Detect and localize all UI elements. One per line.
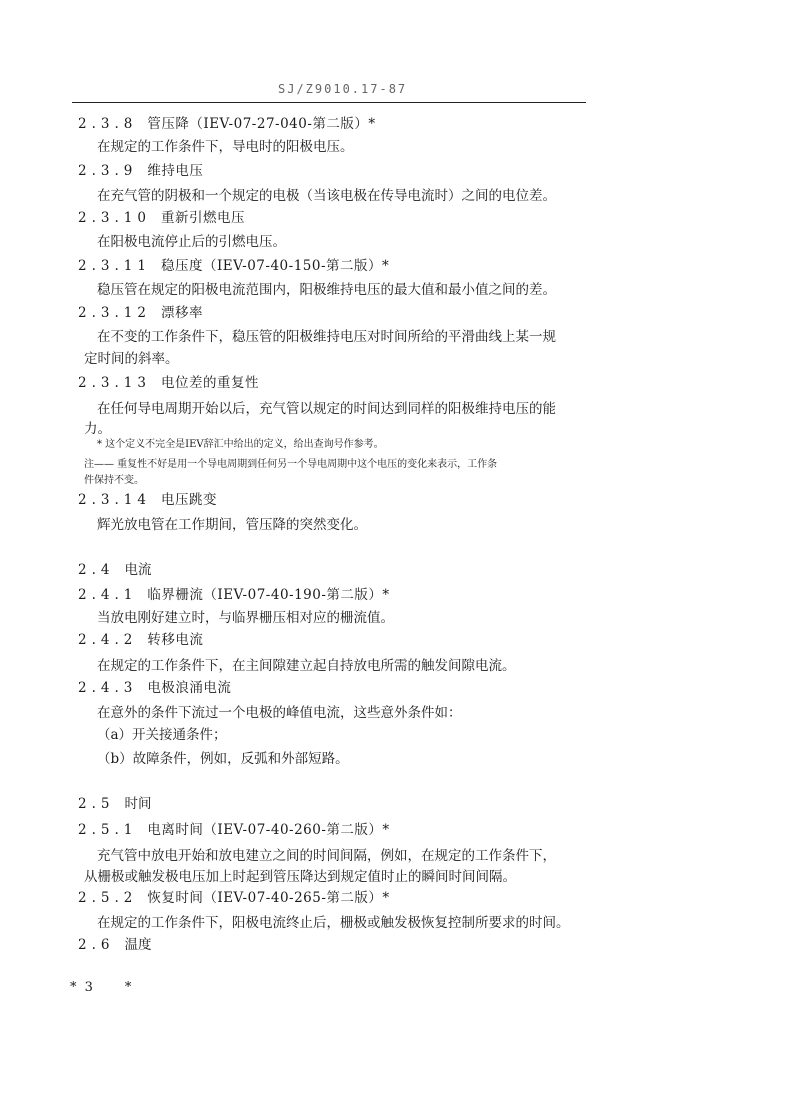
term-number: 2.5.1: [78, 822, 138, 838]
term-definition: 当放电刚好建立时，与临界栅压相对应的栅流值。: [97, 610, 394, 626]
term-title: 恢复时间（IEV-07-40-265-第二版）*: [147, 890, 390, 906]
term-heading: [78, 632, 203, 648]
section-number: 2.6: [78, 937, 115, 953]
section-title: 电流: [124, 562, 152, 578]
header-rule: [72, 102, 586, 103]
term-number: 2.3.12: [78, 305, 151, 321]
term-definition-continued: 从栅极或触发极电压加上时起到管压降达到规定值时止的瞬间时间间隔。: [84, 869, 516, 885]
section-title: 温度: [124, 937, 152, 953]
term-number: 2.3.14: [78, 492, 151, 508]
term-heading: [78, 258, 389, 274]
term-definition: 充气管中放电开始和放电建立之间的时间间隔，例如，在规定的工作条件下，: [97, 848, 556, 864]
term-title: 维持电压: [147, 163, 204, 179]
term-definition: 在规定的工作条件下，导电时的阳极电压。: [97, 139, 354, 155]
page-footer: [70, 980, 133, 996]
term-heading: [78, 890, 390, 906]
note-line: 件保持不变。: [84, 475, 144, 486]
term-title: 转移电流: [147, 632, 204, 648]
term-definition-continued: 定时间的斜率。: [84, 351, 179, 367]
document-code: SJ/Z9010.17-87: [278, 82, 408, 96]
section-heading: [78, 562, 151, 578]
term-title: 重新引燃电压: [160, 210, 245, 226]
term-title: 临界栅流（IEV-07-40-190-第二版）*: [147, 587, 390, 603]
section-heading: [78, 796, 151, 812]
term-heading: [78, 375, 259, 391]
footnote: * 这个定义不完全是IEV辞汇中给出的定义，给出查询号作参考。: [97, 439, 384, 450]
term-title: 漂移率: [160, 305, 203, 321]
term-heading: [78, 210, 245, 226]
term-title: 电极浪涌电流: [147, 680, 232, 696]
list-item-b: （b）故障条件，例如，反弧和外部短路。: [97, 751, 349, 767]
term-number: 2.3.9: [78, 163, 138, 179]
list-item-a: （a）开关接通条件；: [97, 727, 227, 743]
term-title: 电压跳变: [160, 492, 217, 508]
term-number: 2.4.3: [78, 680, 138, 696]
term-heading: [78, 680, 231, 696]
term-definition: 辉光放电管在工作期间，管压降的突然变化。: [97, 517, 367, 533]
term-definition: 在任何导电周期开始以后，充气管以规定的时间达到同样的阳极维持电压的能: [97, 401, 556, 417]
footer-star: *: [124, 980, 134, 995]
section-heading: [78, 937, 151, 953]
term-heading: [78, 587, 390, 603]
term-title: 管压降（IEV-07-27-040-第二版）*: [147, 116, 376, 132]
term-heading: [78, 116, 376, 132]
term-heading: [78, 305, 203, 321]
term-definition: 在阳极电流停止后的引燃电压。: [97, 234, 286, 250]
page-number: * 3: [70, 980, 95, 995]
term-number: 2.4.1: [78, 587, 138, 603]
term-number: 2.3.11: [78, 258, 151, 274]
term-definition: 在意外的条件下流过一个电极的峰值电流，这些意外条件如：: [97, 705, 462, 721]
term-definition: 稳压管在规定的阳极电流范围内，阳极维持电压的最大值和最小值之间的差。: [97, 282, 556, 298]
term-definition: 在规定的工作条件下，在主间隙建立起自持放电所需的触发间隙电流。: [97, 658, 516, 674]
term-heading: [78, 163, 203, 179]
section-title: 时间: [124, 796, 152, 812]
section-number: 2.5: [78, 796, 115, 812]
term-definition-continued: 力。: [84, 421, 111, 437]
term-title: 电位差的重复性: [160, 375, 259, 391]
term-definition: 在充气管的阴极和一个规定的电极（当该电极在传导电流时）之间的电位差。: [97, 188, 556, 204]
term-number: 2.3.10: [78, 210, 151, 226]
term-number: 2.3.8: [78, 116, 138, 132]
term-definition: 在规定的工作条件下，阳极电流终止后，栅极或触发极恢复控制所要求的时间。: [97, 915, 570, 931]
note-line: 注—— 重复性不好是用一个导电周期到任何另一个导电周期中这个电压的变化来表示，工作条: [84, 459, 498, 470]
term-number: 2.4.2: [78, 632, 138, 648]
term-number: 2.3.13: [78, 375, 151, 391]
term-heading: [78, 492, 217, 508]
term-title: 稳压度（IEV-07-40-150-第二版）*: [160, 258, 390, 274]
term-title: 电离时间（IEV-07-40-260-第二版）*: [147, 822, 390, 838]
term-number: 2.5.2: [78, 890, 138, 906]
term-definition: 在不变的工作条件下，稳压管的阳极维持电压对时间所给的平滑曲线上某一规: [97, 329, 556, 345]
section-number: 2.4: [78, 562, 115, 578]
term-heading: [78, 822, 390, 838]
